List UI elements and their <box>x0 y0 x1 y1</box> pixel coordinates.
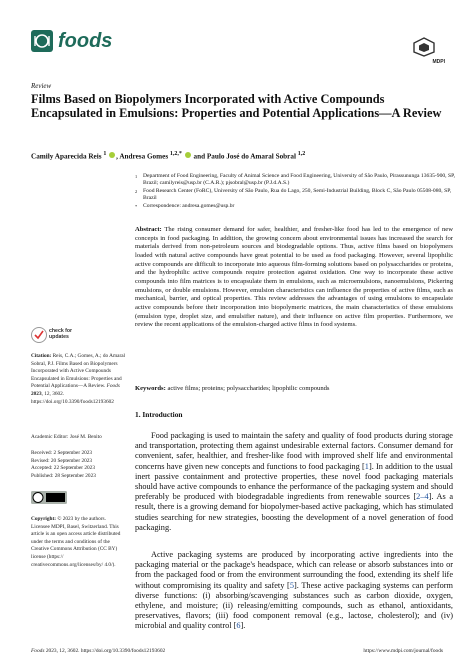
citation-block: Citation: Reis, C.A.; Gomes, A.; do Amaral Sobral, P.J. Films Based on Biopolymers Incorporated with Active Compounds Encapsulated in Emulsions: Properties and Potential Applications—A Review. Foods 2023, 12, 3602. https://doi.org/10.3390/foods12193602 <box>31 353 126 405</box>
article-title: Films Based on Biopolymers Incorporated with Active Compounds Encapsulated in Emulsions: Properties and Potential Applications—A Review <box>31 92 442 120</box>
orcid-icon[interactable] <box>185 152 191 158</box>
check-for-updates-button[interactable]: check for updates <box>31 327 101 343</box>
keywords-text: active films; proteins; polysaccharides; lipophilic compounds <box>167 385 330 392</box>
footer-journal-link[interactable]: https://www.mdpi.com/journal/foods <box>363 648 443 654</box>
revised-date: Revised: 20 September 2023 <box>31 457 93 464</box>
published-date: Published: 28 September 2023 <box>31 472 96 479</box>
accepted-date: Accepted: 22 September 2023 <box>31 465 95 472</box>
reference-link[interactable]: 1 <box>364 461 369 471</box>
abstract-label: Abstract: <box>135 226 162 233</box>
affiliation-item: 2 Food Research Center (FoRC), University of São Paulo, Rua do Lago, 250, Semi-Industrial Building, Block C, São Paulo 05508-080, SP, Brazil <box>135 187 452 202</box>
author-list <box>31 151 305 160</box>
copyright-block: Copyright: © 2023 by the authors. Licensee MDPI, Basel, Switzerland. This article is an open access article distributed under the terms and conditions of the Creative Commons Attribution (CC BY) license (https:// creativecommons.org/licenses/by/ 4.0/). <box>31 516 121 568</box>
author-name[interactable]: Camily Aparecida Reis <box>31 152 102 161</box>
author-affiliation-mark: 1,2,* <box>169 151 182 157</box>
keywords <box>135 385 453 392</box>
check-updates-icon <box>31 327 47 343</box>
abstract <box>135 226 453 330</box>
publisher-name: MDPI <box>432 59 445 65</box>
reference-link[interactable]: 2–4 <box>416 492 429 502</box>
article-type: Review <box>31 82 52 90</box>
section-heading: 1. Introduction <box>135 410 183 419</box>
affiliations <box>135 173 455 211</box>
received-date: Received: 2 September 2023 <box>31 450 93 456</box>
affiliation-item: 1 Department of Food Engineering, Faculty of Animal Science and Food Engineering, University of São Paulo, Pirassununga 13635-900, SP, Brazil; camilyreis@usp.br (C.A.R.); pjsobral@usp.br (P.J.d.A.S.) <box>135 173 455 187</box>
article-dates <box>31 450 126 480</box>
journal-name: foods <box>58 30 113 52</box>
author-affiliation-mark: 1 <box>103 151 107 157</box>
keywords-label: Keywords: <box>135 385 166 392</box>
orcid-icon[interactable] <box>109 152 115 158</box>
correspondence: * Correspondence: andresa.gomes@usp.br <box>135 202 235 209</box>
cc-by-license-icon[interactable] <box>31 491 67 504</box>
intro-paragraph-2: Active packaging systems are produced by incorporating active ingredients into the packaging material or the package's headspace, which can release or absorb substances into or from the packaged food or from the environment surrounding the food, extending its shelf life without compromising its quality and safety [5]. These active packaging systems can perform diverse functions: (i) absorbing/scavenging substances such as carbon dioxide, oxygen, ethylene, and moisture; (ii) releasing/emitting compounds, such as ethanol, antioxidants, preservatives, flavors; (iii) food component removal (e.g., lactose, cholesterol); and (iv) microbial and quality control [6]. <box>135 550 453 631</box>
reference-link[interactable]: 6 <box>236 621 241 631</box>
author-name[interactable]: , Andresa Gomes <box>116 152 169 161</box>
academic-editor: Academic Editor: José M. Benito <box>31 434 102 440</box>
author-name[interactable]: and Paulo José do Amaral Sobral <box>193 152 296 161</box>
author-affiliation-mark: 1,2 <box>297 151 306 157</box>
intro-paragraph-1: Food packaging is used to maintain the safety and quality of food products during storage and transportation, protecting them against undesirable external factors. Consumer demand for convenient, safer, healthier, and fresher-like food with improved shelf life and environmental concerns have given new concepts and functions to food packaging [1]. In addition to the usual inert passive containment and protective properties, these novel food packaging materials should have active compounds to enhance the performance of the packaging system and should preferably be produced with biodegradable ingredients from renewable sources [2–4]. As a result, there is a growing demand for biopolymer-based active packaging, which has stimulated studies searching for new strategies, boosting the development of a novel generation of food packaging. <box>135 431 453 532</box>
footer-citation: Foods 2023, 12, 3602. https://doi.org/10.3390/foods12193602 <box>31 648 166 654</box>
abstract-text: The rising consumer demand for safer, healthier, and fresher-like food has led to the emergence of new concepts in food packaging. In addition, the growing concern about environmental issues has increased the search for materials derived from non-petroleum sources and biodegradable options. Thus, active films based on biopolymers loaded with natural active compounds have great potential to be used as food packaging. However, several lipophilic active compounds are difficult to incorporate into aqueous film-forming solutions based on polysaccharides or proteins, and the hydrophilic active compounds require protection against oxidation. One way to incorporate these active compounds into film matrices is to encapsulate them in emulsions, such as microemulsions, nanoemulsions, Pickering emulsions, or double emulsions. However, emulsion characteristics can influence the properties of active films, such as mechanical, barrier, and optical properties. This review addresses the advantages of using emulsions to encapsulate active compounds before their incorporation into biopolymeric matrices, the main characteristics of these emulsions (emulsion type, droplet size, and emulsifier nature), and their influence on active film properties. Furthermore, we review the recent applications of the emulsion-charged active films in food systems. <box>135 226 453 329</box>
doi-link[interactable]: , 12, 3602. https://doi.org/10.3390/foods12193602 <box>31 390 114 405</box>
reference-link[interactable]: 5 <box>289 580 294 590</box>
journal-logo-icon <box>31 30 53 52</box>
mdpi-logo-icon <box>412 37 436 57</box>
